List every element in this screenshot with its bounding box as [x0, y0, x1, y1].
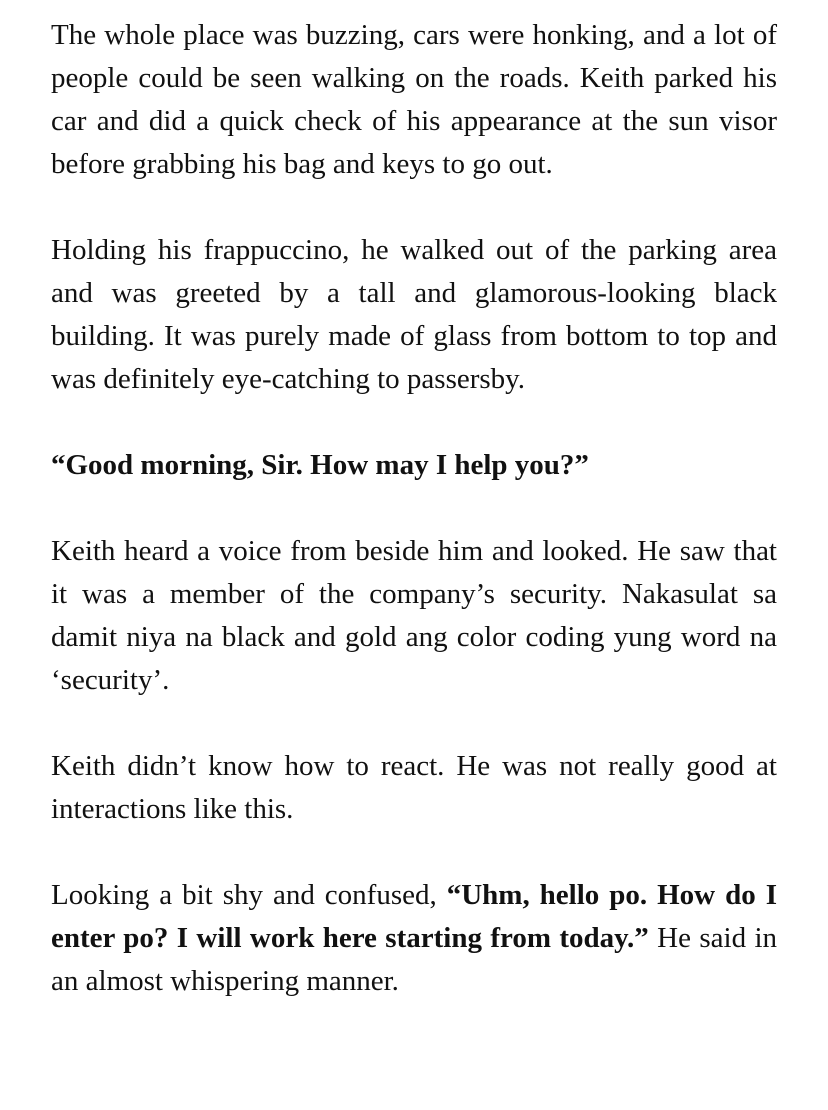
paragraph-reply: [51, 874, 777, 1003]
reply-tail-text: He said in an almost whispering manner.: [51, 922, 777, 997]
paragraph-greeting-dialogue: “Good morning, Sir. How may I help you?”: [51, 449, 589, 481]
paragraph-reaction: Keith didn’t know how to react. He was not really good at interactions like this.: [51, 750, 777, 825]
paragraph-building: Holding his frappuccino, he walked out of the parking area and was greeted by a tall and glamorous-looking black building. It was purely made of glass from bottom to top and was definitely eye-catching to passersby.: [51, 234, 777, 395]
paragraph-security: Keith heard a voice from beside him and looked. He saw that it was a member of the company’s security. Nakasulat sa damit niya na black and gold ang color coding yung word na ‘security’.: [51, 535, 777, 696]
reply-lead-text: Looking a bit shy and confused,: [51, 879, 447, 911]
paragraph-arrival: The whole place was buzzing, cars were honking, and a lot of people could be seen walking on the roads. Keith parked his car and did a quick check of his appearance at the sun visor before grabbing his bag and keys to go out.: [51, 19, 777, 180]
document-page: [51, 14, 777, 1003]
reply-dialogue-text: “Uhm, hello po. How do I enter po? I will work here starting from today.”: [51, 879, 777, 954]
